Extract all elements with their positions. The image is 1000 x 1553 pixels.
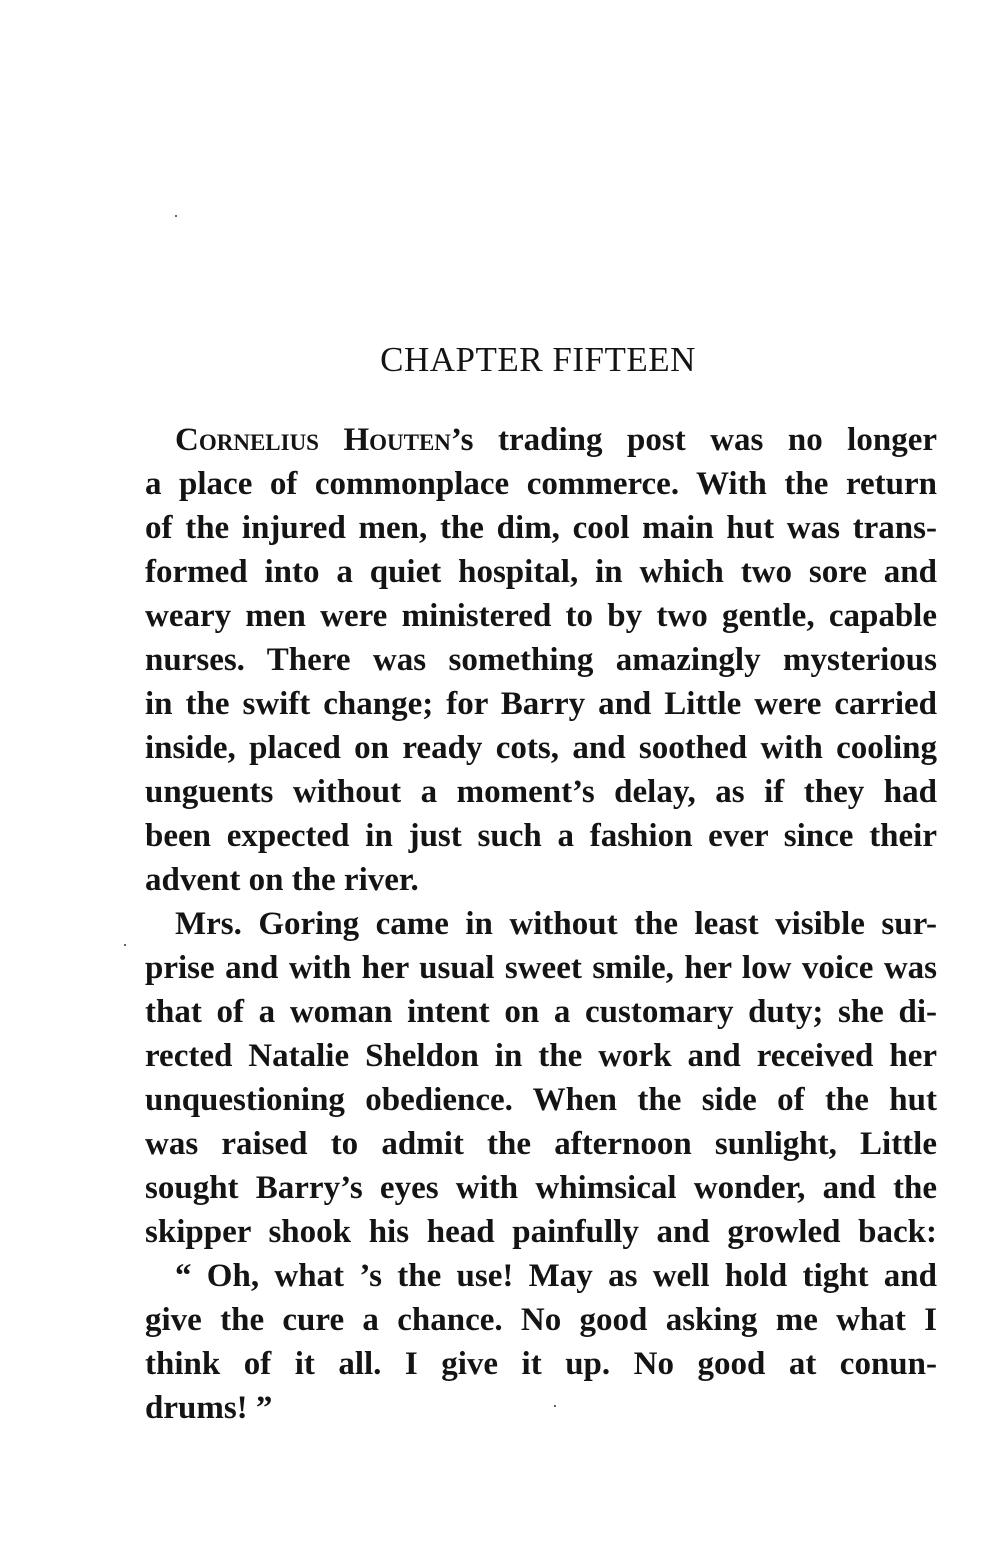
text-line: a place of commonplace commerce. With the return [145,466,937,502]
text-line-fragment: ’s trading post was no longer [450,422,937,458]
text-line: skipper shook his head painfully and growled back: [145,1214,937,1250]
text-line: unguents without a moment’s delay, as if they had [145,774,937,810]
text-line: unquestioning obedience. When the side of the hut [145,1082,937,1118]
text-line: sought Barry’s eyes with whimsical wonder, and the [145,1170,937,1206]
text-line: Mrs. Goring came in without the least visible sur- [175,906,937,942]
text-line: weary men were ministered to by two gentle, capable [145,598,937,634]
text-line: formed into a quiet hospital, in which two sore and [145,554,937,590]
text-line: drums! ” [145,1390,273,1426]
body-text [145,418,937,1430]
text-line: “ Oh, what ’s the use! May as well hold tight and [175,1258,937,1294]
chapter-title: CHAPTER FIFTEEN [380,340,696,379]
text-line: was raised to admit the afternoon sunlight, Little [145,1126,937,1162]
text-line: prise and with her usual sweet smile, her low voice was [145,950,937,986]
text-line: of the injured men, the dim, cool main hut was trans- [145,510,937,546]
text-line [145,418,937,462]
text-line: that of a woman intent on a customary duty; she di- [145,994,937,1030]
paragraph-3 [145,1254,937,1430]
text-line: in the swift change; for Barry and Little were carried [145,686,937,722]
ink-speck [175,215,177,217]
ink-speck [124,944,126,946]
paragraph-1 [145,418,937,902]
text-line: give the cure a chance. No good asking me what I [145,1302,937,1338]
text-line: advent on the river. [145,862,419,898]
text-line: think of it all. I give it up. No good at conun- [145,1346,937,1382]
text-line: inside, placed on ready cots, and soothed with cooling [145,730,937,766]
text-line: rected Natalie Sheldon in the work and received her [145,1038,937,1074]
paragraph-2 [145,902,937,1254]
small-caps-name: Cornelius Houten [175,422,451,458]
text-line: nurses. There was something amazingly mysterious [145,642,937,678]
text-line: been expected in just such a fashion ever since their [145,818,937,854]
